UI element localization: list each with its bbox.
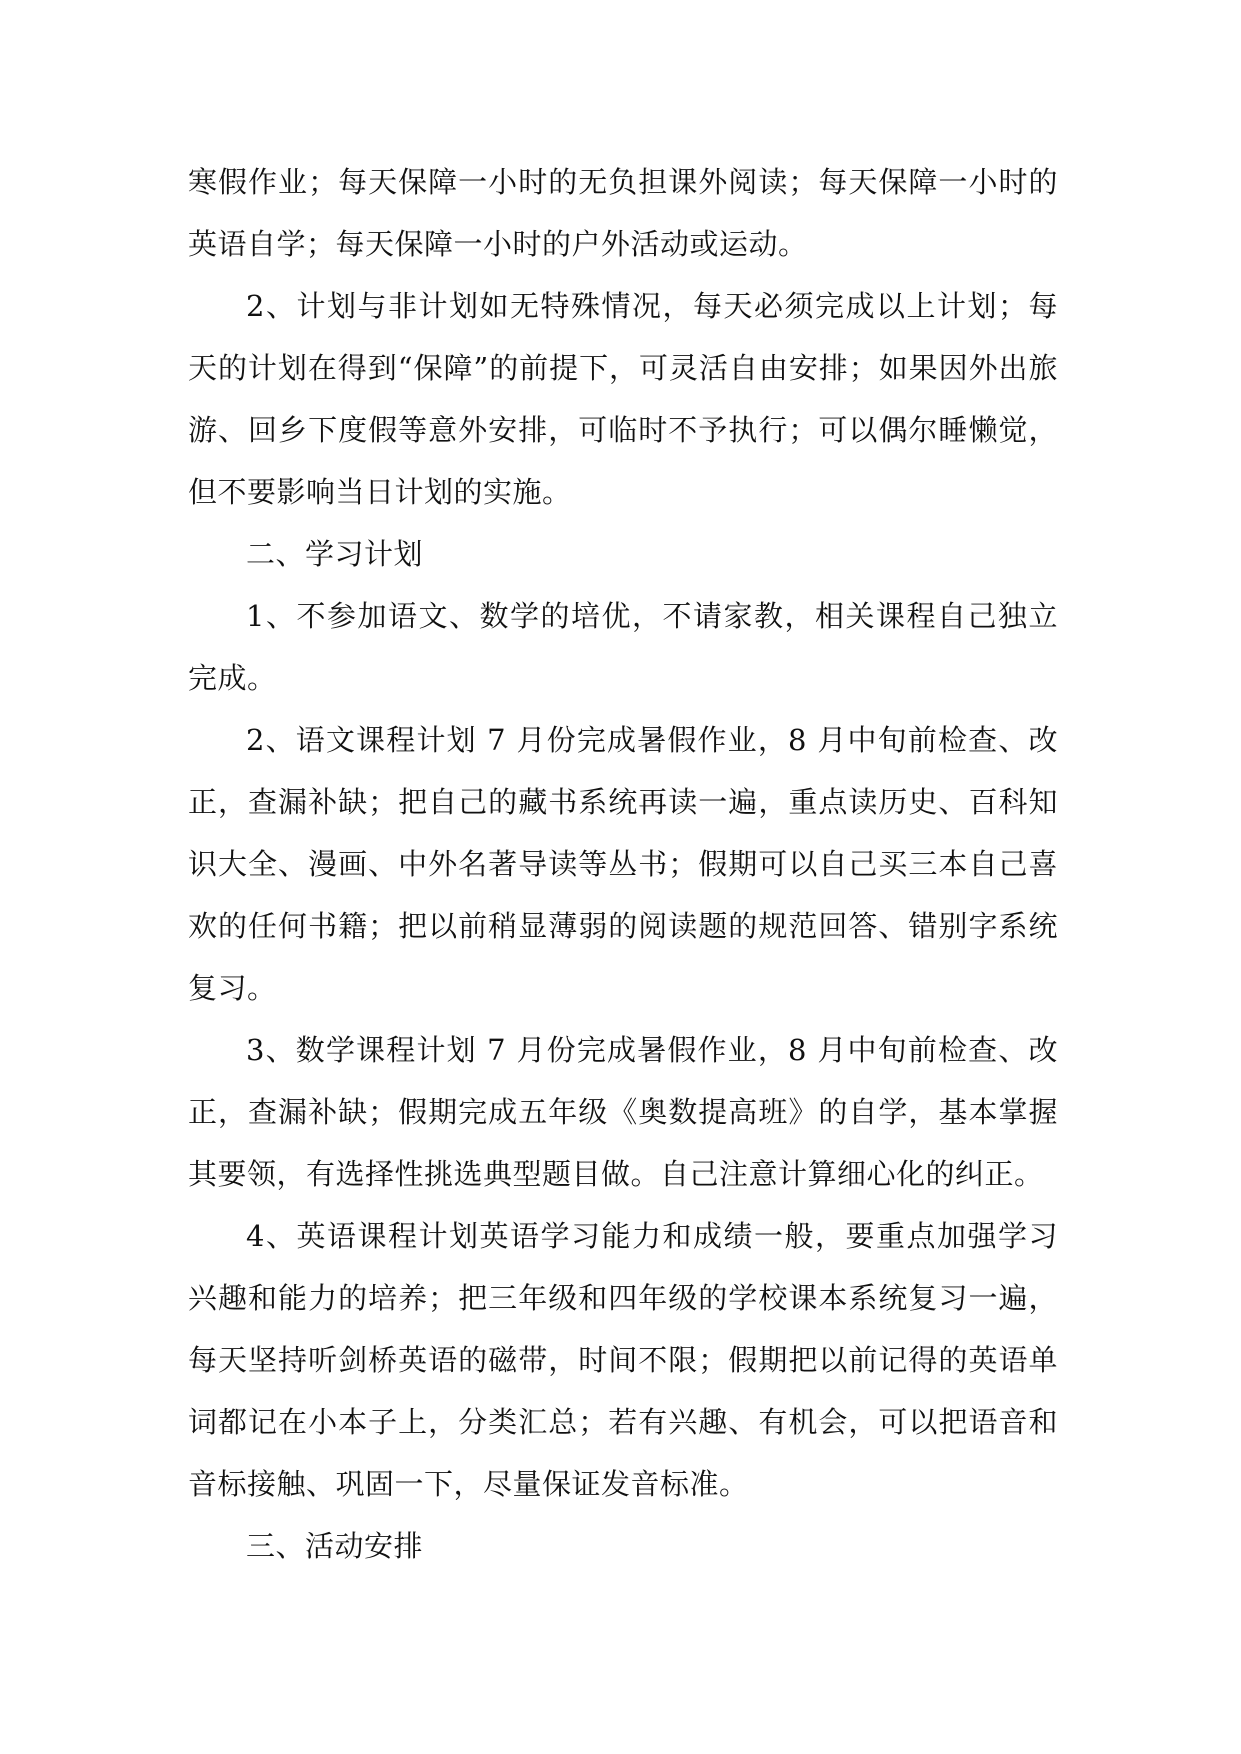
section-heading-study-plan: 二、学习计划 [246, 537, 424, 571]
document-body [188, 151, 1058, 1577]
section-heading-activities: 三、活动安排 [246, 1529, 424, 1563]
paragraph-chinese-plan: 2、语文课程计划 7 月份完成暑假作业，8 月中旬前检查、改正，查漏补缺；把自己的藏书系统再读一遍，重点读历史、百科知识大全、漫画、中外名著导读等丛书；假期可以自己买三本自己喜欢的任何书籍；把以前稍显薄弱的阅读题的规范回答、错别字系统复习。 [188, 723, 1058, 1005]
paragraph-math-plan: 3、数学课程计划 7 月份完成暑假作业，8 月中旬前检查、改正，查漏补缺；假期完成五年级《奥数提高班》的自学，基本掌握其要领，有选择性挑选典型题目做。自己注意计算细心化的纠正。 [188, 1033, 1058, 1191]
paragraph-homework-continued: 寒假作业；每天保障一小时的无负担课外阅读；每天保障一小时的英语自学；每天保障一小时的户外活动或运动。 [188, 165, 1058, 261]
paragraph-english-plan: 4、英语课程计划英语学习能力和成绩一般，要重点加强学习兴趣和能力的培养；把三年级和四年级的学校课本系统复习一遍，每天坚持听剑桥英语的磁带，时间不限；假期把以前记得的英语单词都记在小本子上，分类汇总；若有兴趣、有机会，可以把语音和音标接触、巩固一下，尽量保证发音标准。 [188, 1219, 1058, 1501]
paragraph-no-tutoring: 1、不参加语文、数学的培优，不请家教，相关课程自己独立完成。 [188, 599, 1058, 695]
paragraph-plan-flexibility: 2、计划与非计划如无特殊情况，每天必须完成以上计划；每天的计划在得到“保障”的前提下，可灵活自由安排；如果因外出旅游、回乡下度假等意外安排，可临时不予执行；可以偶尔睡懒觉，但不要影响当日计划的实施。 [188, 289, 1058, 509]
